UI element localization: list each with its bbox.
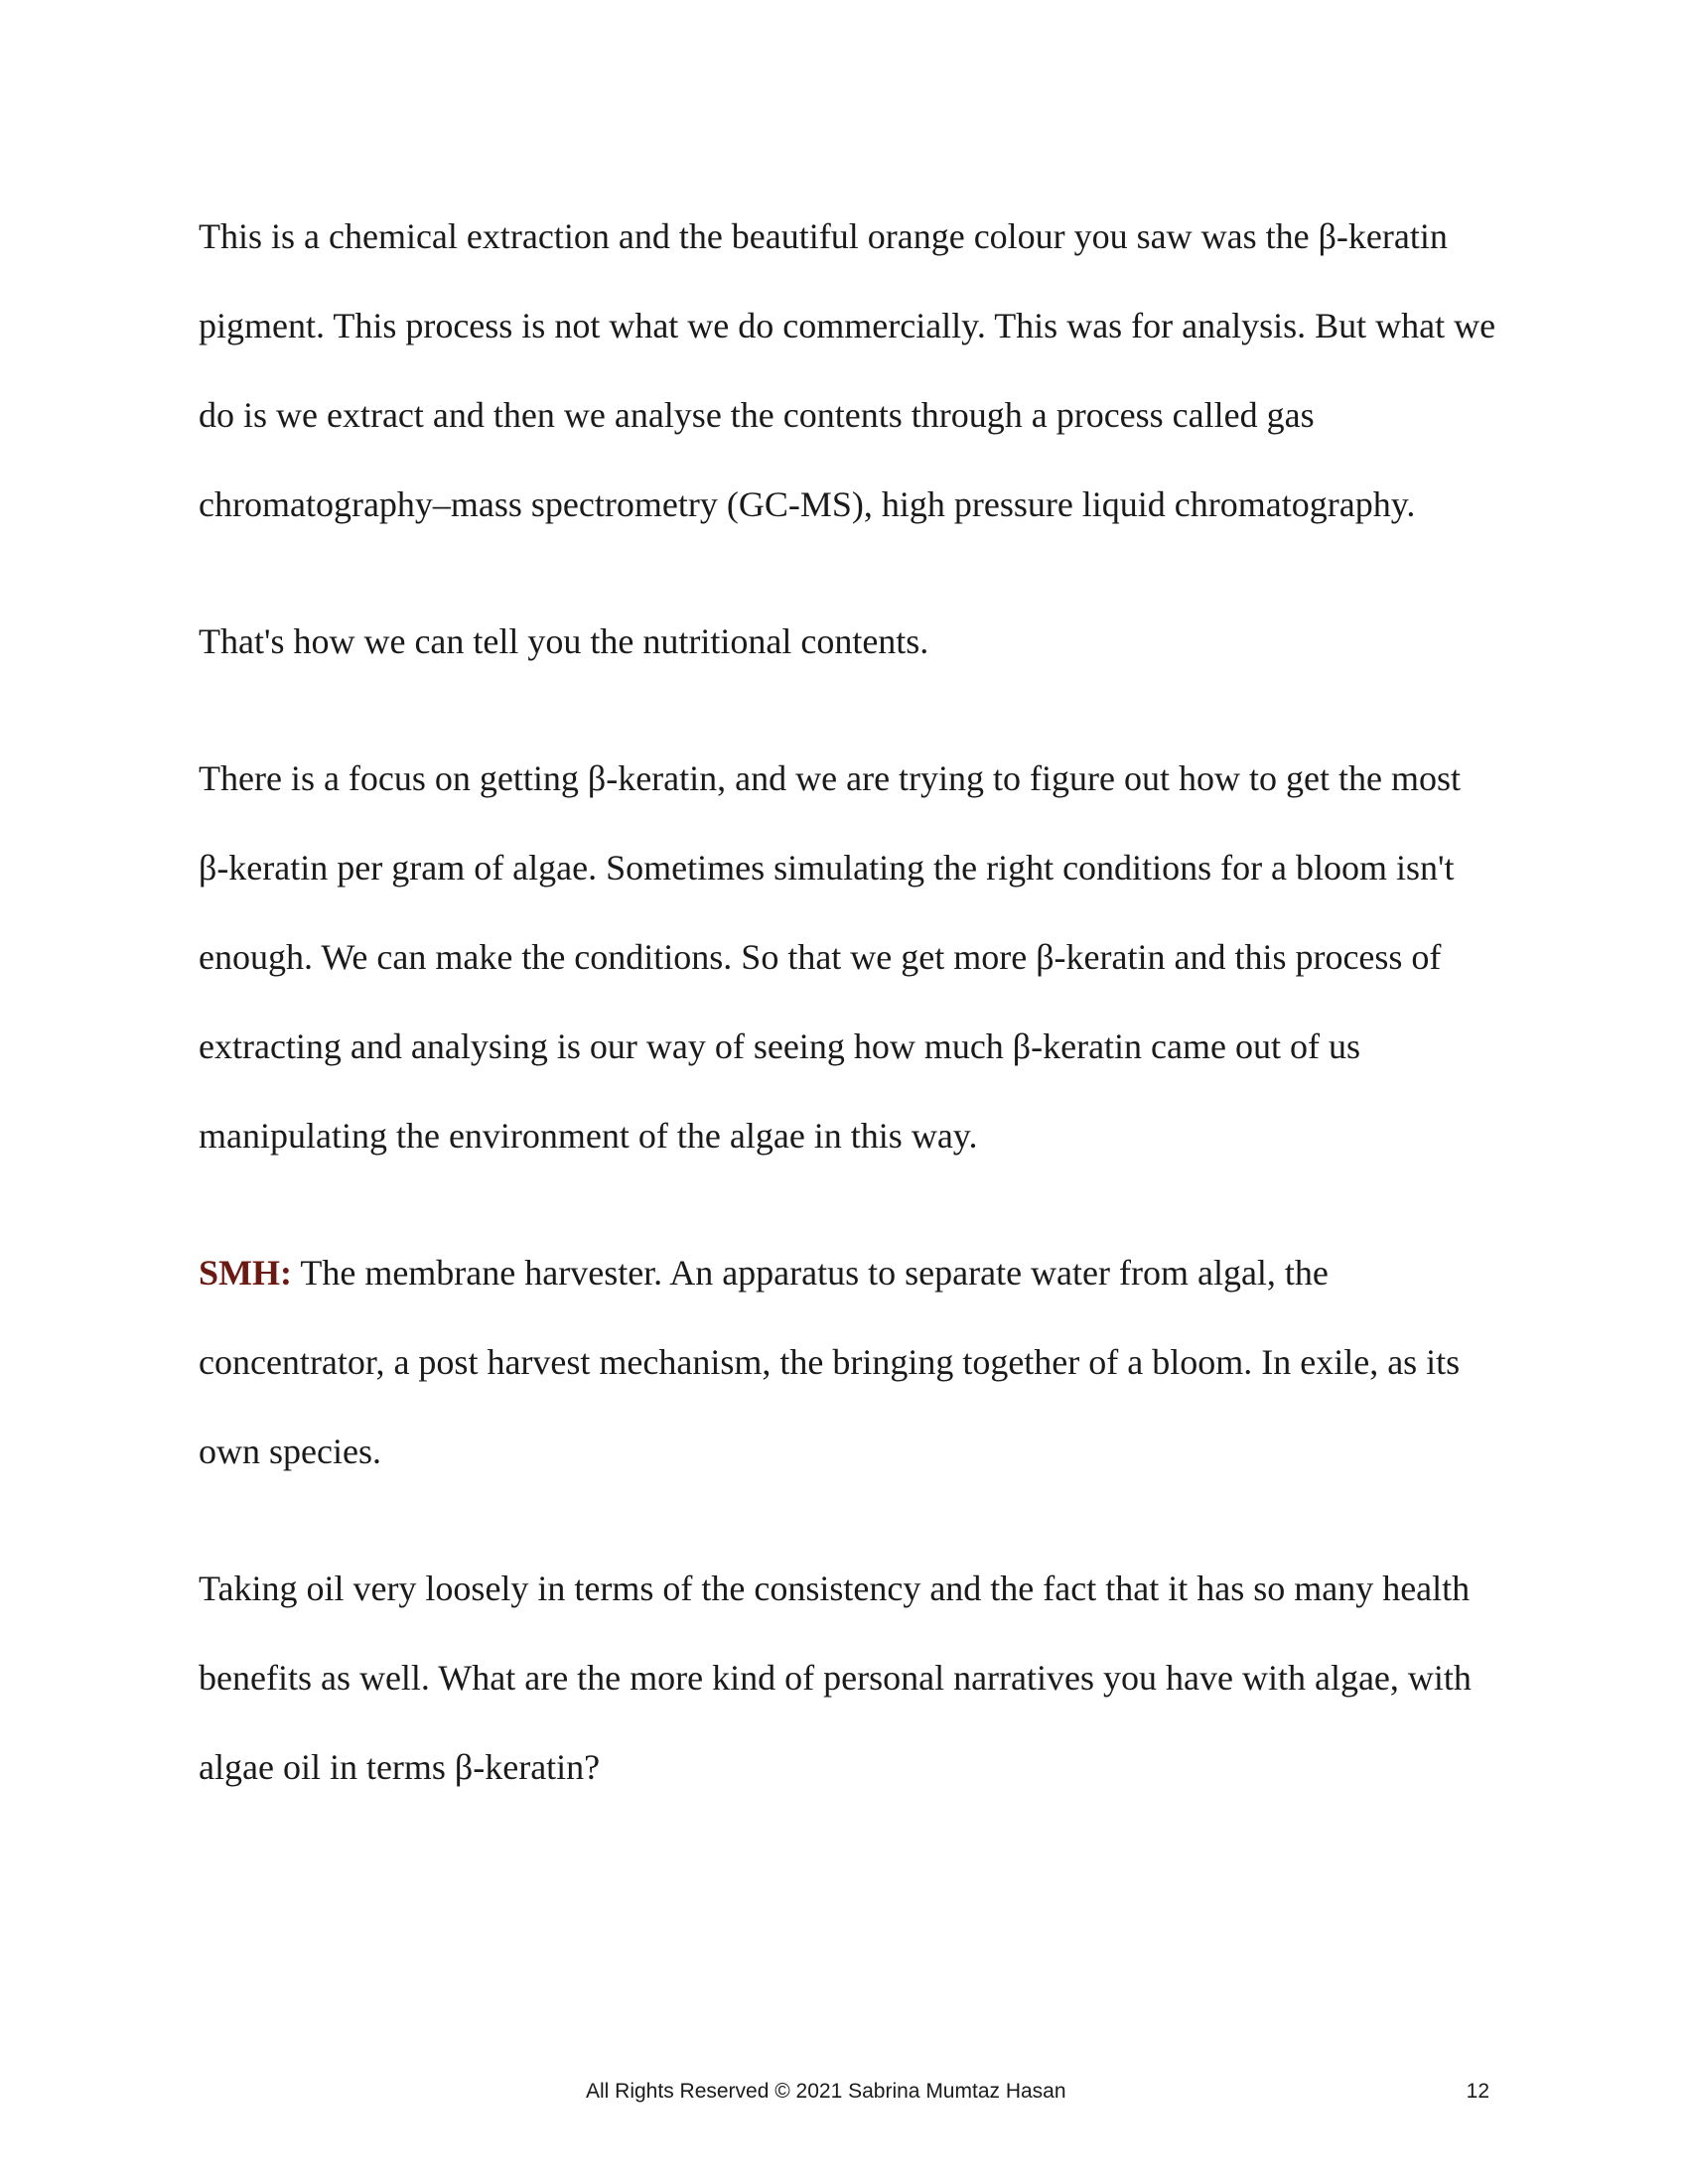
paragraph-closing-question: Taking oil very loosely in terms of the consistency and the fact that it has so many health benefits as well. What are the more kind of personal narratives you have with algae, with algae oil in terms β-keratin? bbox=[199, 1569, 1472, 1787]
speaker-label: SMH: bbox=[199, 1253, 292, 1293]
page-number: 12 bbox=[1466, 2080, 1489, 2103]
footer-copyright: All Rights Reserved © 2021 Sabrina Mumtaz Hasan bbox=[586, 2080, 1066, 2103]
paragraph-keratin-focus: There is a focus on getting β-keratin, and we are trying to figure out how to get the most β-keratin per gram of algae. Sometimes simulating the right conditions for a bloom isn't enough. We can make the conditions. So that we get more β-keratin and this process of extracting and analysing is our way of seeing how much β-keratin came out of us manipulating the environment of the algae in this way. bbox=[199, 758, 1461, 1156]
paragraph-extraction: This is a chemical extraction and the beautiful orange colour you saw was the β-keratin pigment. This process is not what we do commercially. This was for analysis. But what we do is we extract and then we analyse the contents through a process called gas chromatography–mass spectrometry (GC-MS), high pressure liquid chromatography. bbox=[199, 216, 1496, 524]
page-content bbox=[199, 192, 1499, 1859]
speaker-text: The membrane harvester. An apparatus to separate water from algal, the concentrator, a post harvest mechanism, the bringing together of a bloom. In exile, as its own species. bbox=[199, 1253, 1461, 1471]
paragraph-nutritional-contents: That's how we can tell you the nutritional contents. bbox=[199, 621, 929, 661]
paragraph-smh-speaker bbox=[199, 1228, 1499, 1496]
page-footer bbox=[199, 2080, 1489, 2110]
